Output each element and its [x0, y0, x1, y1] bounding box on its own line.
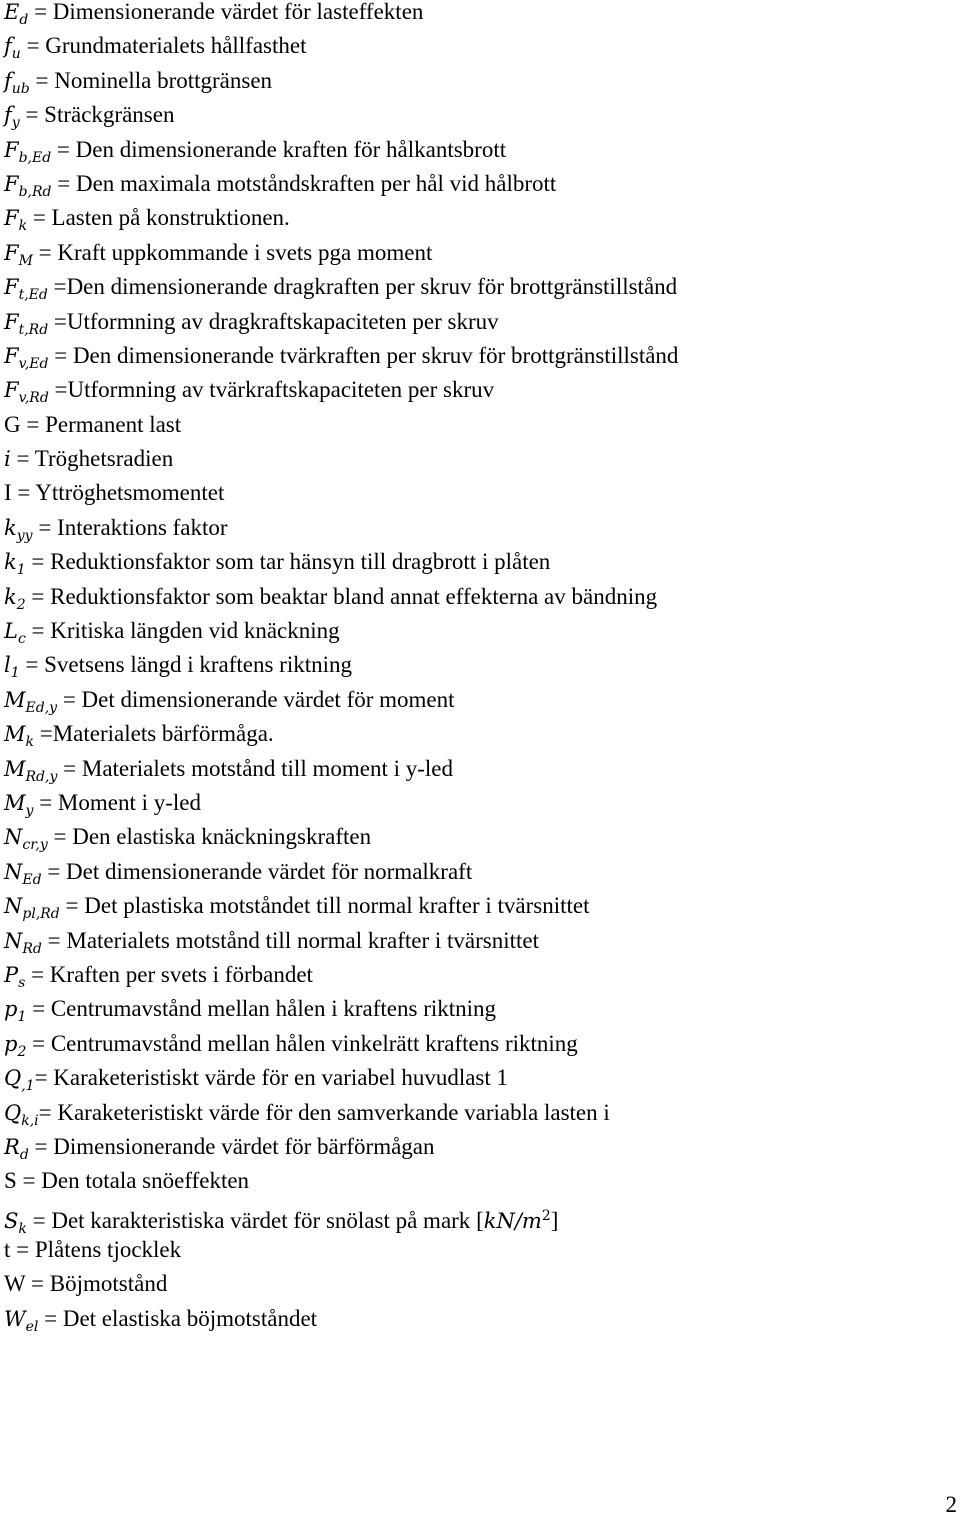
symbol-subscript: Rd: [22, 940, 42, 957]
definition-text: = Det dimensionerande värdet för moment: [57, 686, 455, 712]
symbol: W: [4, 1271, 26, 1297]
symbol: i: [4, 447, 11, 472]
symbol-subscript: y: [25, 802, 34, 819]
unit-superscript: 2: [541, 1207, 551, 1224]
symbol-definition-entry: [4, 138, 678, 172]
symbol-definition-entry: [4, 825, 678, 859]
definition-text: = Lasten på konstruktionen.: [27, 205, 290, 231]
symbol-definition-entry: [4, 413, 678, 447]
symbol-definition-entry: [4, 206, 678, 240]
symbol-subscript: b,Ed: [18, 149, 52, 166]
symbol-definition-entry: [4, 1204, 678, 1238]
unit-close-bracket: ]: [550, 1207, 559, 1233]
symbol: F: [4, 137, 19, 162]
symbol: S: [4, 1208, 19, 1233]
symbol-definition-entry: [4, 447, 678, 481]
symbol: P: [4, 962, 19, 987]
symbol-definition-entry: [4, 69, 678, 103]
symbol-subscript: 1: [16, 562, 26, 579]
symbol: M: [4, 722, 26, 747]
symbol-definition-entry: [4, 1307, 678, 1341]
symbol-subscript: k: [18, 1220, 27, 1237]
symbol-definition-entry: [4, 997, 678, 1031]
symbol-subscript: pl,Rd: [22, 906, 60, 923]
definition-text: = Centrumavstånd mellan hålen vinkelrätt kraftens riktning: [26, 1030, 578, 1056]
definition-text: = Kritiska längden vid knäckning: [25, 618, 340, 644]
symbol-subscript: 2: [17, 1043, 27, 1060]
symbol-definition-entry: [4, 103, 678, 137]
symbol-definition-entry: [4, 241, 678, 275]
symbol-definition-entry: [4, 1238, 678, 1272]
symbol-definition-entry: [4, 550, 678, 584]
definition-text: = Karaketeristiskt värde för en variabel huvudlast 1: [34, 1065, 509, 1091]
definition-text: = Det elastiska böjmotståndet: [38, 1305, 318, 1331]
definition-text: = Kraft uppkommande i svets pga moment: [32, 239, 433, 265]
definition-text: = Den dimensionerande tvärkraften per skruv för brottgränstillstånd: [48, 342, 679, 368]
symbol-subscript: ,1: [21, 1078, 35, 1095]
symbol-definition-entry: [4, 310, 678, 344]
definition-text: = Interaktions faktor: [32, 514, 228, 540]
symbol-definition-entry: [4, 275, 678, 309]
symbol: F: [4, 240, 19, 265]
definition-text: = Nominella brottgränsen: [29, 67, 273, 93]
symbol-subscript: 1: [10, 665, 20, 682]
definition-text: = Materialets motstånd till moment i y-led: [57, 755, 453, 781]
definition-text: = Moment i y-led: [33, 789, 201, 815]
definition-text: = Kraften per svets i förbandet: [25, 961, 313, 987]
symbol-subscript: k,i: [21, 1112, 39, 1129]
page-number: 2: [945, 1492, 957, 1517]
symbol-definition-entry: [4, 757, 678, 791]
symbol-subscript: ub: [11, 80, 30, 97]
definition-text: =Utformning av tvärkraftskapaciteten per skruv: [48, 377, 495, 403]
symbol: G: [4, 411, 21, 437]
symbol-subscript: k: [18, 218, 28, 235]
symbol: p: [4, 1031, 18, 1056]
definition-text: = Grundmaterialets hållfasthet: [20, 33, 307, 59]
symbol-definition-entry: [4, 860, 678, 894]
symbol: k: [4, 550, 17, 575]
symbol-subscript: t,Rd: [18, 321, 49, 338]
symbol: F: [4, 309, 19, 334]
definition-text: = Dimensionerande värdet för bärförmågan: [28, 1133, 435, 1159]
symbol-subscript: d: [19, 1146, 29, 1163]
symbol: N: [4, 859, 23, 884]
symbol-subscript: c: [17, 631, 26, 648]
symbol: f: [4, 34, 12, 59]
definition-text: = Yttröghetsmomentet: [11, 480, 225, 506]
symbol-subscript: b,Rd: [18, 183, 52, 200]
symbol-subscript: 2: [16, 596, 26, 613]
symbol-subscript: Ed,y: [25, 699, 58, 716]
symbol: F: [4, 378, 19, 403]
symbol-subscript: yy: [16, 527, 33, 544]
symbol-definition-entry: [4, 34, 678, 68]
symbol: F: [4, 206, 19, 231]
definition-text: = Det karakteristiska värdet för snölast på mark: [26, 1207, 477, 1233]
symbol: E: [4, 0, 20, 24]
unit-text: kN/m: [483, 1208, 542, 1233]
symbol-subscript: cr,y: [22, 837, 48, 854]
symbol-definition-entry: [4, 1066, 678, 1100]
symbol-definition-list: [4, 0, 678, 1341]
symbol: k: [4, 584, 17, 609]
symbol: l: [4, 653, 11, 678]
definition-text: = Den elastiska knäckningskraften: [47, 824, 372, 850]
symbol-definition-entry: [4, 1169, 678, 1203]
symbol-definition-entry: [4, 481, 678, 515]
symbol-definition-entry: [4, 516, 678, 550]
symbol-definition-entry: [4, 172, 678, 206]
definition-text: =Utformning av dragkraftskapaciteten per skruv: [48, 308, 499, 334]
symbol-definition-entry: [4, 619, 678, 653]
definition-text: = Böjmotstånd: [25, 1271, 168, 1297]
symbol-definition-entry: [4, 894, 678, 928]
symbol: N: [4, 894, 23, 919]
symbol-subscript: y: [11, 115, 20, 132]
symbol-definition-entry: [4, 0, 678, 34]
definition-text: = Den totala snöeffekten: [16, 1168, 250, 1194]
definition-text: = Den maximala motståndskraften per hål vid hålbrott: [51, 170, 557, 196]
symbol: N: [4, 825, 23, 850]
unit-open-bracket: [: [476, 1207, 484, 1233]
symbol-subscript: s: [18, 974, 26, 991]
symbol: M: [4, 790, 26, 815]
symbol-subscript: v,Ed: [18, 355, 49, 372]
definition-text: = Det plastiska motståndet till normal krafter i tvärsnittet: [59, 893, 590, 919]
symbol: M: [4, 687, 26, 712]
symbol-subscript: 1: [17, 1009, 27, 1026]
definition-text: = Dimensionerande värdet för lasteffekten: [28, 0, 424, 24]
definition-text: =Den dimensionerande dragkraften per skruv för brottgränstillstånd: [47, 274, 678, 300]
symbol-subscript: u: [11, 46, 21, 63]
symbol-subscript: k: [25, 734, 34, 751]
symbol: W: [4, 1306, 26, 1331]
symbol-definition-entry: [4, 653, 678, 687]
symbol: Q: [4, 1066, 22, 1091]
symbol-definition-entry: [4, 1135, 678, 1169]
symbol: I: [4, 480, 12, 506]
symbol-subscript: el: [25, 1318, 39, 1335]
symbol: f: [4, 103, 12, 128]
definition-text: = Materialets motstånd till normal krafter i tvärsnittet: [41, 927, 540, 953]
symbol-subscript: M: [18, 252, 33, 269]
symbol: p: [4, 997, 18, 1022]
symbol-definition-entry: [4, 1101, 678, 1135]
symbol-definition-entry: [4, 1032, 678, 1066]
symbol: R: [4, 1134, 20, 1159]
symbol: S: [4, 1168, 17, 1194]
symbol: L: [4, 619, 18, 644]
symbol-definition-entry: [4, 791, 678, 825]
definition-text: = Sträckgränsen: [19, 102, 175, 128]
definition-text: = Centrumavstånd mellan hålen i kraftens riktning: [26, 996, 497, 1022]
symbol-subscript: d: [19, 12, 29, 28]
symbol-subscript: Rd,y: [25, 768, 58, 785]
symbol-definition-entry: [4, 722, 678, 756]
symbol-subscript: Ed: [22, 871, 42, 888]
symbol-subscript: v,Rd: [18, 390, 49, 407]
symbol-definition-entry: [4, 585, 678, 619]
symbol-subscript: t,Ed: [18, 287, 48, 304]
definition-text: =Materialets bärförmåga.: [34, 721, 274, 747]
definition-text: = Plåtens tjocklek: [10, 1237, 182, 1263]
symbol: f: [4, 68, 12, 93]
symbol: k: [4, 515, 17, 540]
symbol: F: [4, 275, 19, 300]
symbol-definition-entry: [4, 688, 678, 722]
definition-text: = Permanent last: [20, 411, 182, 437]
symbol: F: [4, 343, 19, 368]
symbol-definition-entry: [4, 1272, 678, 1306]
symbol-definition-entry: [4, 378, 678, 412]
definition-text: = Karaketeristiskt värde för den samverkande variabla lasten i: [38, 1099, 610, 1125]
definition-text: = Den dimensionerande kraften för hålkantsbrott: [51, 136, 507, 162]
symbol: N: [4, 928, 23, 953]
definition-text: = Reduktionsfaktor som tar hänsyn till dragbrott i plåten: [25, 549, 551, 575]
symbol: Q: [4, 1100, 22, 1125]
symbol-definition-entry: [4, 344, 678, 378]
symbol-definition-entry: [4, 963, 678, 997]
definition-text: = Svetsens längd i kraftens riktning: [19, 652, 353, 678]
symbol: M: [4, 756, 26, 781]
symbol-definition-entry: [4, 929, 678, 963]
definition-text: = Det dimensionerande värdet för normalkraft: [41, 858, 473, 884]
definition-text: = Reduktionsfaktor som beaktar bland annat effekterna av bändning: [25, 583, 658, 609]
definition-text: = Tröghetsradien: [10, 446, 174, 472]
symbol: t: [4, 1237, 11, 1263]
symbol: F: [4, 171, 19, 196]
